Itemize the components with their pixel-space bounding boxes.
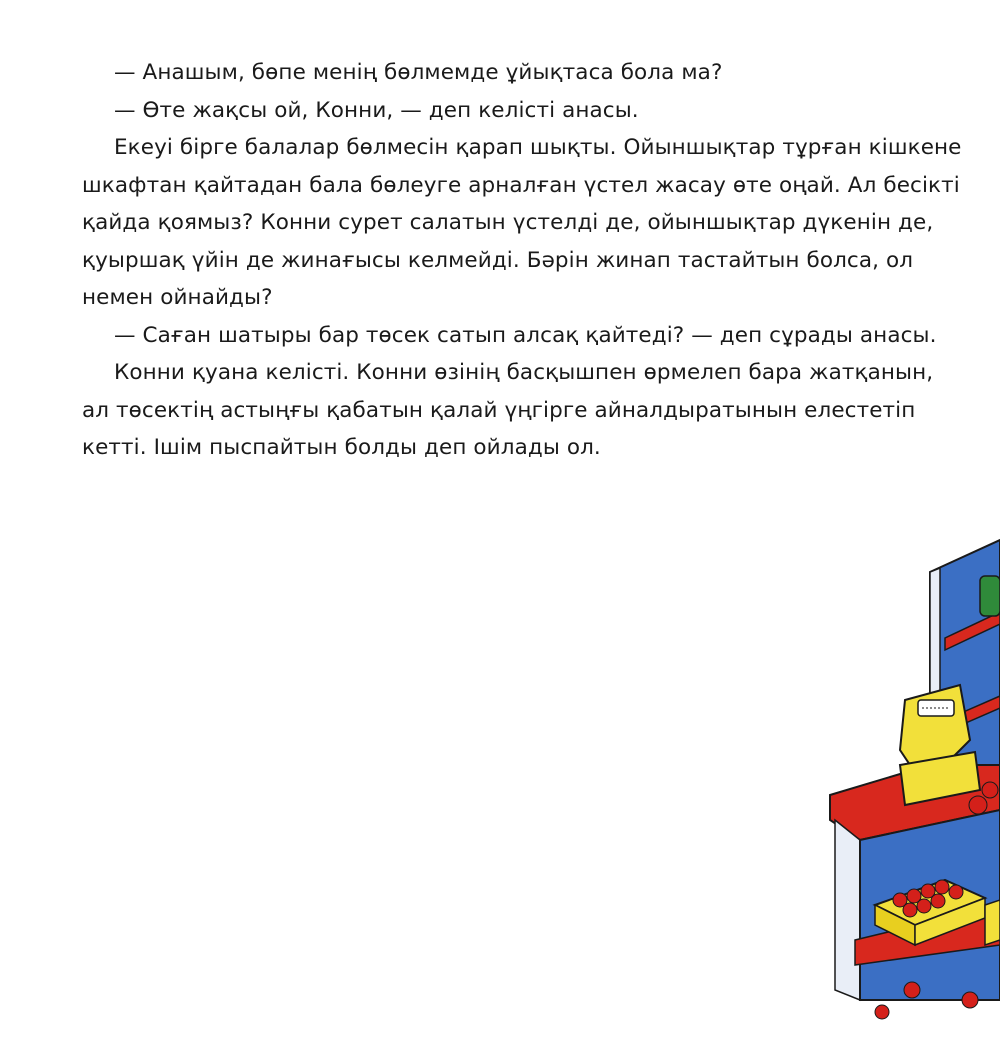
paragraph-dialogue-2: — Өте жақсы ой, Конни, — деп келісті анасы. (114, 97, 639, 123)
fruit-crate-icon (985, 900, 1000, 945)
apple-icon (875, 1005, 889, 1019)
story-text (82, 54, 962, 467)
paragraph-narration-2: Конни қуана келісті. Конни өзінің басқышпен өрмелеп бара жатқанын, ал төсектің астыңғы қабатын қалай үңгірге айналдыратынын елестетіп кетті. Ішім пыспайтын болды деп ойлады ол. (82, 360, 934, 460)
paragraph-dialogue-1: — Анашым, бөпе менің бөлмемде ұйықтаса бола ма? (114, 60, 723, 85)
paragraph-dialogue-3: — Саған шатыры бар төсек сатып алсақ қайтеді? — деп сұрады анасы. (114, 322, 937, 348)
apple-icon (962, 992, 978, 1008)
apple-icon (904, 982, 920, 998)
paragraph-narration-1: Екеуі бірге балалар бөлмесін қарап шықты. Ойыншықтар тұрған кішкене шкафтан қайтадан бала бөлеуге арналған үстел жасау өте оңай. Ал бесікті қайда қоямыз? Конни сурет салатын үстелді де, ойыншықтар дүкенін де, қуыршақ үйін де жинағысы келмейді. Бәрін жинап тастайтын болса, ол немен ойнайды? (82, 135, 962, 310)
toy-shop-illustration (810, 520, 1000, 1053)
apple-icon (969, 796, 987, 814)
green-jar-icon (980, 576, 1000, 616)
apple-icon (982, 782, 998, 798)
